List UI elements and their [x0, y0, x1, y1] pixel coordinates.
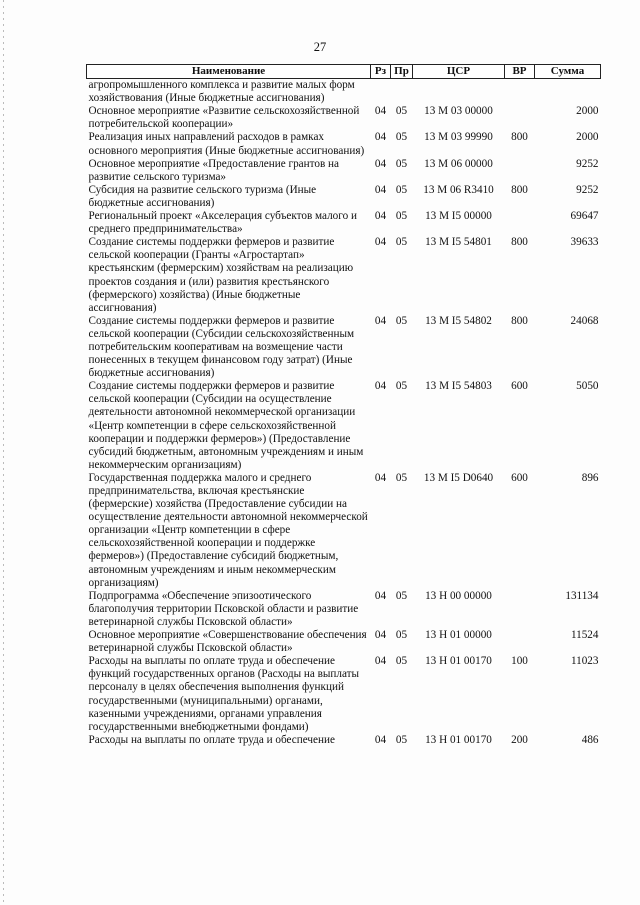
cell-pr: 05 — [395, 105, 408, 118]
cell-name: Реализация иных направлений расходов в рамках основного мероприятия (Иные бюджетные ассигнования) — [88, 131, 365, 157]
cell-sum: 486 — [581, 733, 599, 746]
cell-sum: 39633 — [570, 236, 599, 249]
cell-vr — [505, 210, 535, 236]
cell-name: агропромышленного комплекса и развитие малых форм хозяйствования (Иные бюджетные ассигнования) — [88, 79, 355, 105]
cell-name: Основное мероприятие «Совершенствование обеспечения ветеринарной службы Псковской области» — [88, 629, 367, 655]
header-name: Наименование — [87, 65, 371, 79]
cell-vr — [505, 158, 535, 184]
page-number: 27 — [313, 40, 327, 54]
header-csr: ЦСР — [413, 65, 505, 79]
cell-rz: 04 — [374, 105, 387, 118]
cell-rz: 04 — [374, 733, 387, 746]
cell-csr: 13 M 03 99990 — [424, 131, 493, 144]
table-row — [87, 158, 601, 184]
cell-sum: 24068 — [570, 314, 599, 327]
cell-name: Создание системы поддержки фермеров и развитие сельской кооперации (Субсидии сельскохозяйственным потребительским кооперативам на возмещение части понесенных в текущем финансовом году затрат) (Иные бюджетные ассигнования) — [88, 314, 355, 380]
cell-pr: 05 — [395, 157, 408, 170]
header-sum: Сумма — [535, 65, 601, 79]
cell-rz: 04 — [374, 380, 387, 393]
cell-csr: 13 Н 00 00000 — [425, 589, 492, 602]
cell-name: Подпрограмма «Обеспечение эпизоотического благополучия территории Псковской области и развитие ветеринарной службы Псковской области» — [88, 589, 359, 628]
cell-sum: 131134 — [565, 589, 599, 602]
cell-sum: 11023 — [570, 655, 599, 668]
cell-pr: 05 — [395, 236, 408, 249]
cell-vr: 800 — [511, 131, 528, 144]
cell-vr — [505, 79, 535, 106]
cell-sum: 11524 — [570, 629, 599, 642]
cell-name: Государственная поддержка малого и среднего предпринимательства, включая крестьянские (фермерские) хозяйства (Предоставление субсидии на осуществление деятельности автономной некоммерческой организации «Центр компетенции в сфере сельскохозяйственной кооперации и поддержке фермеров») (Предоставление субсидий бюджетным, автономным учреждениям и иным некоммерческим организациям) — [88, 471, 368, 589]
cell-vr: 600 — [511, 380, 528, 393]
cell-sum: 69647 — [570, 210, 599, 223]
cell-vr: 800 — [511, 236, 528, 249]
cell-csr: 13 M I5 54802 — [425, 314, 492, 327]
cell-name: Расходы на выплаты по оплате труда и обеспечение — [88, 733, 335, 746]
cell-csr: 13 Н 01 00000 — [425, 629, 492, 642]
cell-sum: 9252 — [576, 183, 599, 196]
cell-name: Региональный проект «Акселерация субъектов малого и среднего предпринимательства» — [88, 210, 357, 236]
cell-sum: 2000 — [576, 131, 599, 144]
table-row — [87, 472, 601, 590]
cell-vr: 800 — [511, 314, 528, 327]
cell-rz: 04 — [374, 183, 387, 196]
cell-csr: 13 M 06 00000 — [424, 157, 493, 170]
cell-pr: 05 — [395, 210, 408, 223]
cell-rz: 04 — [374, 589, 387, 602]
cell-sum: 896 — [581, 471, 599, 484]
cell-rz: 04 — [374, 471, 387, 484]
cell-rz: 04 — [374, 629, 387, 642]
table-row — [87, 131, 601, 157]
cell-vr — [505, 629, 535, 655]
cell-pr: 05 — [395, 589, 408, 602]
cell-csr: 13 M 06 R3410 — [423, 183, 494, 196]
cell-sum: 5050 — [576, 380, 599, 393]
cell-pr: 05 — [395, 183, 408, 196]
table-row — [87, 79, 601, 106]
table-row — [87, 734, 601, 747]
cell-csr: 13 M I5 D0640 — [423, 471, 494, 484]
cell-rz: 04 — [374, 131, 387, 144]
cell-rz — [371, 79, 391, 106]
cell-rz: 04 — [374, 236, 387, 249]
header-rz: Рз — [371, 65, 391, 79]
cell-pr: 05 — [395, 471, 408, 484]
cell-name: Создание системы поддержки фермеров и развитие сельской кооперации (Гранты «Агростартап» крестьянским (фермерским) хозяйствам на реализацию проектов создания и (или) развития крестьянского (фермерского) хозяйства) (Иные бюджетные ассигнования) — [88, 236, 354, 314]
cell-pr: 05 — [395, 380, 408, 393]
table-row — [87, 380, 601, 472]
cell-vr: 600 — [511, 471, 528, 484]
cell-rz: 04 — [374, 157, 387, 170]
cell-pr — [391, 79, 413, 106]
table-body — [87, 79, 601, 747]
cell-name: Основное мероприятие «Развитие сельскохозяйственной потребительской кооперации» — [88, 105, 360, 131]
cell-rz: 04 — [374, 655, 387, 668]
table-row — [87, 105, 601, 131]
table-row — [87, 184, 601, 210]
cell-vr — [505, 105, 535, 131]
cell-pr: 05 — [395, 314, 408, 327]
table-row — [87, 629, 601, 655]
cell-vr — [505, 590, 535, 629]
cell-csr: 13 Н 01 00170 — [425, 655, 492, 668]
cell-csr: 13 M I5 00000 — [425, 210, 492, 223]
cell-vr: 100 — [511, 655, 528, 668]
cell-name: Создание системы поддержки фермеров и развитие сельской кооперации (Субсидии на осуществление деятельности автономной некоммерческой организации «Центр компетенции в сфере сельскохозяйственной кооперации и поддержки фермеров») (Предоставление субсидий бюджетным, автономным учреждениям и иным некоммерческим организациям) — [88, 380, 364, 471]
cell-csr: 13 M I5 54801 — [425, 236, 492, 249]
cell-pr: 05 — [395, 131, 408, 144]
cell-sum: 2000 — [576, 105, 599, 118]
table-row — [87, 315, 601, 380]
table-row — [87, 590, 601, 629]
table-row — [87, 655, 601, 734]
cell-rz: 04 — [374, 314, 387, 327]
cell-sum — [535, 79, 601, 106]
cell-csr: 13 M 03 00000 — [424, 105, 493, 118]
budget-table — [86, 64, 601, 747]
table-header-row — [87, 65, 601, 79]
cell-csr: 13 M I5 54803 — [425, 380, 492, 393]
table-row — [87, 236, 601, 315]
header-vr: ВР — [505, 65, 535, 79]
cell-sum: 9252 — [576, 157, 599, 170]
cell-pr: 05 — [395, 629, 408, 642]
cell-rz: 04 — [374, 210, 387, 223]
cell-csr — [413, 79, 505, 106]
cell-vr: 200 — [511, 733, 528, 746]
scan-edge — [3, 0, 4, 905]
header-pr: Пр — [391, 65, 413, 79]
cell-name: Основное мероприятие «Предоставление грантов на развитие сельского туризма» — [88, 157, 340, 183]
cell-name: Субсидия на развитие сельского туризма (Иные бюджетные ассигнования) — [88, 183, 317, 209]
table-row — [87, 210, 601, 236]
cell-vr: 800 — [511, 183, 528, 196]
cell-csr: 13 Н 01 00170 — [425, 733, 492, 746]
cell-pr: 05 — [395, 733, 408, 746]
cell-pr: 05 — [395, 655, 408, 668]
cell-name: Расходы на выплаты по оплате труда и обеспечение функций государственных органов (Расходы на выплаты персоналу в целях обеспечения выполнения функций государственными (муниципальными) органами, казенными учреждениями, органами управления государственными внебюджетными фондами) — [88, 655, 360, 733]
